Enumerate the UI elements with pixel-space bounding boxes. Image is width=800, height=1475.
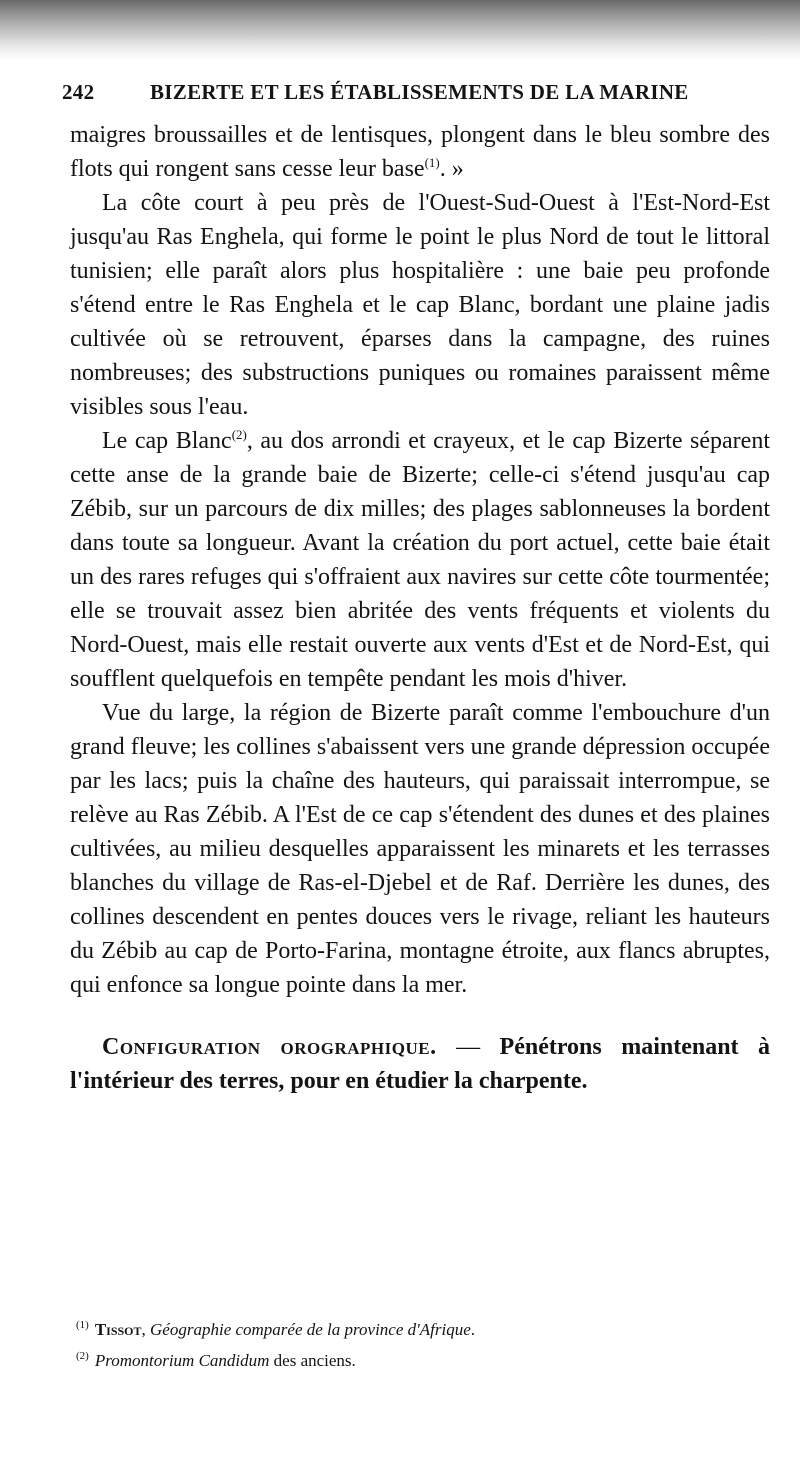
footnote-2-rest: des anciens. [269,1351,356,1370]
footnote-1-end: . [470,1320,476,1339]
footnote-1-sep: , [141,1320,151,1339]
section-text: Pénétrons maintenant à l'intérieur des terres, pour en étudier la charpente. [70,1034,771,1094]
footnote-ref-1: (1) [424,155,440,170]
paragraph-3-text: , au dos arrondi et crayeux, et le cap Bizerte séparent cette anse de la grande baie de Bizerte; celle-ci s'étend jusqu'au cap Zébib, sur un parcours de dix milles; des plages sablonneuses la bordent dans toute sa longueur. Avant la création du port actuel, cette baie était un des rares refuges qui s'offraient aux navires sur cette côte tourmentée; elle se trouvait assez bien abritée des vents fréquents et violents du Nord-Ouest, mais elle restait ouverte aux vents d'Est et de Nord-Est, qui soufflent quelquefois en tempête pendant les mois d'hiver. [70,428,770,692]
section-paragraph [70,1030,770,1098]
footnote-2-latin: Promontorium Candidum [94,1351,270,1370]
footnote-1 [76,1312,766,1343]
paragraph-3 [70,424,770,696]
footnote-2 [76,1343,766,1374]
footnotes [76,1312,766,1374]
footnote-2-mark: (2) [76,1350,89,1362]
section-dash: — [436,1034,500,1060]
paragraph-1-tail: . » [439,156,464,182]
section-heading: Configuration orographique. [102,1034,437,1060]
footnote-ref-2: (2) [231,427,247,442]
page-number: 242 [62,80,95,104]
paragraph-1-text: maigres broussailles et de lentisques, plongent dans le bleu sombre des flots qui rongent sans cesse leur base [70,122,770,182]
footnote-1-author: Tissot [94,1320,142,1339]
footnote-1-mark: (1) [76,1319,89,1331]
paragraph-3-lead: Le cap Blanc [102,428,232,454]
footnote-1-title: Géographie comparée de la province d'Afrique [150,1320,471,1339]
paragraph-1 [70,118,770,186]
paragraph-4: Vue du large, la région de Bizerte paraît comme l'embouchure d'un grand fleuve; les collines s'abaissent vers une grande dépression occupée par les lacs; puis la chaîne des hauteurs, qui paraissait interrompue, se relève au Ras Zébib. A l'Est de ce cap s'étendent des dunes et des plaines cultivées, au milieu desquelles apparaissent les minarets et les terrasses blanches du village de Ras-el-Djebel et de Raf. Derrière les dunes, des collines descendent en pentes douces vers le rivage, reliant les hauteurs du Zébib au cap de Porto-Farina, montagne étroite, aux flancs abruptes, qui enfonce sa longue pointe dans la mer. [70,700,770,998]
body-text [70,118,770,1098]
paragraph-2: La côte court à peu près de l'Ouest-Sud-Ouest à l'Est-Nord-Est jusqu'au Ras Enghela, qui forme le point le plus Nord de tout le littoral tunisien; elle paraît alors plus hospitalière : une baie peu profonde s'étend entre le Ras Enghela et le cap Blanc, bordant une plaine jadis cultivée où se retrouvent, éparses dans la campagne, des ruines nombreuses; des substructions puniques ou romaines paraissent même visibles sous l'eau. [70,190,770,420]
running-title: BIZERTE ET LES ÉTABLISSEMENTS DE LA MARINE [150,80,689,104]
